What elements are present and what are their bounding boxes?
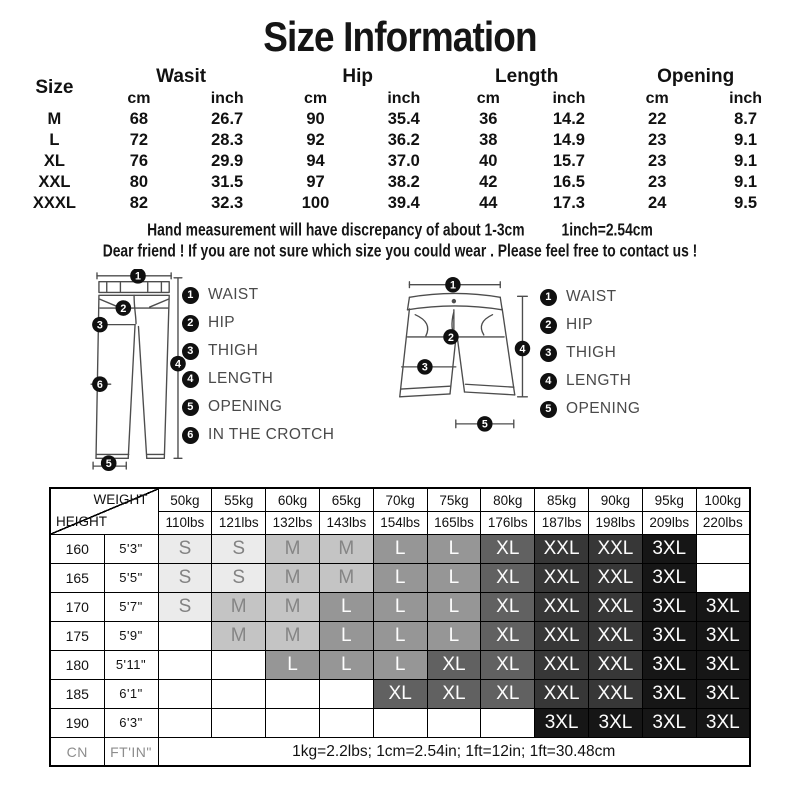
cn-label: CN [50, 737, 104, 766]
size-cell: XL [427, 679, 481, 708]
legend-item [182, 309, 334, 337]
unit-header: cm [645, 89, 669, 107]
size-cell: L [266, 650, 320, 679]
conversion-formula: 1kg=2.2lbs; 1cm=2.54in; 1ft=12in; 1ft=30.48cm [158, 737, 750, 766]
size-cell: XL [427, 650, 481, 679]
legend-item [540, 339, 640, 367]
weight-lbs-header: 187lbs [535, 511, 589, 534]
value-cell: 32.3 [211, 194, 244, 213]
svg-text:2: 2 [120, 303, 127, 316]
value-cell: 14.9 [552, 131, 585, 150]
opening-group-header: Opening [657, 66, 735, 88]
unit-header: inch [729, 89, 763, 107]
unit-header: inch [210, 89, 244, 107]
size-cell: XL [481, 650, 535, 679]
height-ft: 5'5" [104, 563, 158, 592]
weight-kg-header: 70kg [373, 488, 427, 511]
size-cell [212, 650, 266, 679]
weight-lbs-header: 198lbs [589, 511, 643, 534]
size-cell: XXL [535, 563, 589, 592]
weight-lbs-header: 143lbs [319, 511, 373, 534]
table-row [16, 109, 784, 130]
hip-group-header: Hip [342, 66, 374, 88]
value-cell: 44 [479, 194, 498, 213]
weight-kg-header: 65kg [319, 488, 373, 511]
legend-item [182, 281, 334, 309]
value-cell: 26.7 [211, 110, 244, 129]
size-cell: L [427, 592, 481, 621]
size-cell: XXL [589, 679, 643, 708]
height-cm: 185 [50, 679, 104, 708]
shorts-marker-5-icon [477, 417, 492, 432]
size-cell [266, 708, 320, 737]
height-cm: 165 [50, 563, 104, 592]
value-cell: 35.4 [387, 110, 420, 129]
legend-item [182, 337, 334, 365]
legend-item [182, 393, 334, 421]
height-ft: 6'3" [104, 708, 158, 737]
size-cell: XXL [535, 650, 589, 679]
height-ft: 5'11" [104, 650, 158, 679]
size-cell [266, 679, 320, 708]
size-cell [427, 708, 481, 737]
legend-label: THIGH [566, 344, 617, 362]
size-cell: S [158, 563, 212, 592]
size-cell: 3XL [535, 708, 589, 737]
size-cell: M [266, 563, 320, 592]
value-cell: 24 [648, 194, 667, 213]
notes-block [0, 220, 800, 261]
weight-kg-header: 85kg [535, 488, 589, 511]
legend-label: LENGTH [208, 370, 274, 388]
value-cell: 100 [301, 194, 330, 213]
size-cell: 3XL [642, 534, 696, 563]
legend-item [182, 365, 334, 393]
height-cm: 190 [50, 708, 104, 737]
table-row [50, 592, 750, 621]
table-row [50, 621, 750, 650]
value-cell: 23 [648, 173, 667, 192]
svg-text:1: 1 [134, 271, 141, 284]
measurement-diagrams [0, 269, 800, 475]
weight-kg-header: 50kg [158, 488, 212, 511]
size-cell: XL [373, 679, 427, 708]
svg-text:2: 2 [448, 332, 454, 345]
legend-item [540, 367, 640, 395]
size-cell: M [212, 621, 266, 650]
size-cell: M [266, 621, 320, 650]
size-cell [158, 679, 212, 708]
height-ft: 5'3" [104, 534, 158, 563]
circle-3-icon: 3 [540, 345, 557, 362]
height-cm: 180 [50, 650, 104, 679]
weight-lbs-header: 121lbs [212, 511, 266, 534]
weight-lbs-header: 154lbs [373, 511, 427, 534]
size-cell: S [158, 534, 212, 563]
unit-header: cm [303, 89, 328, 107]
legend-label: OPENING [208, 398, 283, 416]
value-cell: 16.5 [552, 173, 585, 192]
weight-kg-header: 95kg [642, 488, 696, 511]
size-cell: L [373, 621, 427, 650]
circle-5-icon: 5 [182, 399, 199, 416]
legend-item [182, 421, 334, 449]
size-cell: XXL [589, 592, 643, 621]
circle-4-icon: 4 [540, 373, 557, 390]
conversion-row [50, 737, 750, 766]
size-cell: M [212, 592, 266, 621]
size-column-header: Size [35, 76, 74, 98]
weight-lbs-header: 165lbs [427, 511, 481, 534]
circle-6-icon: 6 [182, 427, 199, 444]
page-title: Size Information [263, 13, 537, 60]
size-cell [319, 708, 373, 737]
shorts-diagram [392, 277, 537, 449]
size-cell: 3XL [696, 592, 750, 621]
size-cell: XXL [535, 679, 589, 708]
height-weight-chart [49, 487, 751, 767]
svg-text:3: 3 [96, 319, 103, 332]
shorts-marker-1-icon [445, 277, 460, 292]
unit-header: cm [476, 89, 500, 107]
pants-marker-2-icon [116, 301, 132, 317]
weight-axis-label: WEIGHT [93, 492, 148, 508]
table-row [50, 650, 750, 679]
weight-kg-header: 55kg [212, 488, 266, 511]
group-header-row [16, 66, 784, 88]
value-cell: 40 [479, 152, 498, 171]
value-cell: 94 [306, 152, 325, 171]
size-cell: XXL [589, 563, 643, 592]
length-group-header: Length [495, 66, 559, 88]
value-cell: 14.2 [552, 110, 585, 129]
size-cell: L [319, 650, 373, 679]
measurement-note: Hand measurement will have discrepancy of about 1-3cm 1inch=2.54cm [147, 220, 653, 240]
legend-label: OPENING [566, 400, 641, 418]
size-cell: S [212, 534, 266, 563]
shorts-marker-4-icon [515, 341, 530, 356]
circle-1-icon: 1 [540, 289, 557, 306]
size-label: XXXL [32, 194, 76, 213]
circle-2-icon: 2 [182, 315, 199, 332]
size-label: M [47, 110, 62, 129]
size-cell: XXL [535, 534, 589, 563]
legend-label: HIP [208, 314, 236, 332]
circle-3-icon: 3 [182, 343, 199, 360]
value-cell: 38.2 [387, 173, 420, 192]
shorts-legend [540, 283, 640, 423]
value-cell: 17.3 [552, 194, 585, 213]
table-row [50, 534, 750, 563]
size-cell: 3XL [642, 563, 696, 592]
size-cell: XXL [535, 592, 589, 621]
size-cell: XXL [535, 621, 589, 650]
size-cell: XXL [589, 621, 643, 650]
size-cell: XXL [589, 650, 643, 679]
size-cell: L [427, 621, 481, 650]
legend-label: THIGH [208, 342, 259, 360]
size-cell: L [373, 650, 427, 679]
size-cell: XL [481, 621, 535, 650]
legend-label: WAIST [566, 288, 617, 306]
weight-kg-header: 90kg [589, 488, 643, 511]
circle-1-icon: 1 [182, 287, 199, 304]
value-cell: 9.1 [734, 131, 758, 150]
size-cell: S [158, 592, 212, 621]
value-cell: 28.3 [211, 131, 244, 150]
size-cell [373, 708, 427, 737]
table-row [50, 708, 750, 737]
weight-lbs-header: 110lbs [158, 511, 212, 534]
value-cell: 68 [129, 110, 149, 129]
value-cell: 31.5 [211, 173, 244, 192]
size-cell: L [427, 534, 481, 563]
value-cell: 29.9 [211, 152, 244, 171]
size-cell: 3XL [696, 708, 750, 737]
circle-2-icon: 2 [540, 317, 557, 334]
ftin-label: FT'IN" [104, 737, 158, 766]
svg-text:5: 5 [105, 458, 112, 471]
value-cell: 9.1 [734, 152, 758, 171]
pants-legend [182, 281, 334, 449]
value-cell: 36.2 [387, 131, 420, 150]
weights-kg-row [50, 488, 750, 511]
size-cell [319, 679, 373, 708]
size-measurements-table [16, 66, 784, 214]
table-row [16, 172, 784, 193]
svg-text:4: 4 [519, 343, 526, 356]
svg-text:3: 3 [421, 362, 428, 375]
size-cell: XL [481, 534, 535, 563]
weight-kg-header: 75kg [427, 488, 481, 511]
value-cell: 9.5 [734, 194, 758, 213]
value-cell: 38 [479, 131, 498, 150]
size-cell: M [319, 534, 373, 563]
svg-text:6: 6 [96, 379, 103, 392]
size-cell: L [319, 621, 373, 650]
legend-item [540, 311, 640, 339]
pants-marker-6-icon [92, 377, 108, 393]
table-row [16, 151, 784, 172]
size-label: XL [43, 152, 65, 171]
size-cell: M [319, 563, 373, 592]
size-cell: XL [481, 679, 535, 708]
size-cell: 3XL [642, 650, 696, 679]
table-row [16, 130, 784, 151]
height-cm: 160 [50, 534, 104, 563]
table-row [50, 679, 750, 708]
height-cm: 175 [50, 621, 104, 650]
legend-label: WAIST [208, 286, 259, 304]
circle-5-icon: 5 [540, 401, 557, 418]
size-cell: 3XL [696, 650, 750, 679]
size-cell: 3XL [696, 679, 750, 708]
legend-label: IN THE CROTCH [208, 426, 335, 444]
weight-kg-header: 100kg [696, 488, 750, 511]
legend-label: LENGTH [566, 372, 632, 390]
height-ft: 5'9" [104, 621, 158, 650]
weight-kg-header: 80kg [481, 488, 535, 511]
size-cell: L [373, 534, 427, 563]
value-cell: 36 [479, 110, 498, 129]
pants-marker-5-icon [101, 456, 117, 472]
size-cell: 3XL [642, 708, 696, 737]
value-cell: 76 [129, 152, 149, 171]
value-cell: 23 [648, 131, 667, 150]
legend-item [540, 283, 640, 311]
size-cell [696, 563, 750, 592]
value-cell: 39.4 [387, 194, 420, 213]
size-label: XXL [38, 173, 71, 192]
unit-header: cm [127, 89, 151, 107]
value-cell: 92 [306, 131, 325, 150]
unit-header: inch [387, 89, 421, 107]
size-cell [212, 708, 266, 737]
svg-text:5: 5 [481, 419, 488, 432]
size-cell: XL [481, 563, 535, 592]
value-cell: 37.0 [387, 152, 420, 171]
value-cell: 23 [648, 152, 667, 171]
shorts-marker-2-icon [443, 330, 458, 345]
height-cm: 170 [50, 592, 104, 621]
weight-kg-header: 60kg [266, 488, 320, 511]
size-cell: L [373, 563, 427, 592]
value-cell: 80 [129, 173, 149, 192]
value-cell: 42 [479, 173, 498, 192]
pants-marker-3-icon [92, 317, 108, 333]
size-cell [212, 679, 266, 708]
size-cell: 3XL [642, 592, 696, 621]
weight-lbs-header: 209lbs [642, 511, 696, 534]
value-cell: 82 [129, 194, 149, 213]
size-cell: L [319, 592, 373, 621]
size-cell: M [266, 592, 320, 621]
weight-lbs-header: 176lbs [481, 511, 535, 534]
size-cell: L [373, 592, 427, 621]
size-cell: S [212, 563, 266, 592]
size-label: L [49, 131, 60, 150]
size-cell [158, 621, 212, 650]
size-cell: XL [481, 592, 535, 621]
unit-header: inch [552, 89, 586, 107]
value-cell: 22 [648, 110, 667, 129]
circle-4-icon: 4 [182, 371, 199, 388]
size-cell [158, 708, 212, 737]
size-cell: 3XL [589, 708, 643, 737]
legend-label: HIP [566, 316, 594, 334]
svg-text:1: 1 [449, 280, 456, 293]
value-cell: 90 [306, 110, 325, 129]
size-cell: 3XL [696, 621, 750, 650]
table-row [50, 563, 750, 592]
size-cell: M [266, 534, 320, 563]
height-axis-label: HEIGHT [56, 513, 108, 529]
shorts-marker-3-icon [417, 360, 432, 375]
pants-diagram [86, 269, 188, 471]
unit-header-row [16, 88, 784, 109]
value-cell: 8.7 [734, 110, 758, 129]
contact-note: Dear friend ! If you are not sure which size you could wear . Please feel free to contact us ! [102, 241, 698, 261]
svg-text:4: 4 [175, 358, 181, 371]
legend-item [540, 395, 640, 423]
corner-cell [50, 488, 158, 534]
size-cell [158, 650, 212, 679]
table-row [16, 193, 784, 214]
size-cell: XXL [589, 534, 643, 563]
size-cell: 3XL [642, 679, 696, 708]
value-cell: 72 [129, 131, 149, 150]
weight-lbs-header: 220lbs [696, 511, 750, 534]
value-cell: 97 [306, 173, 325, 192]
size-cell: L [427, 563, 481, 592]
size-cell: 3XL [642, 621, 696, 650]
value-cell: 15.7 [552, 152, 585, 171]
height-ft: 6'1" [104, 679, 158, 708]
size-cell [481, 708, 535, 737]
weight-lbs-header: 132lbs [266, 511, 320, 534]
size-cell [696, 534, 750, 563]
waist-group-header: Wasit [156, 66, 207, 88]
value-cell: 9.1 [734, 173, 758, 192]
height-ft: 5'7" [104, 592, 158, 621]
